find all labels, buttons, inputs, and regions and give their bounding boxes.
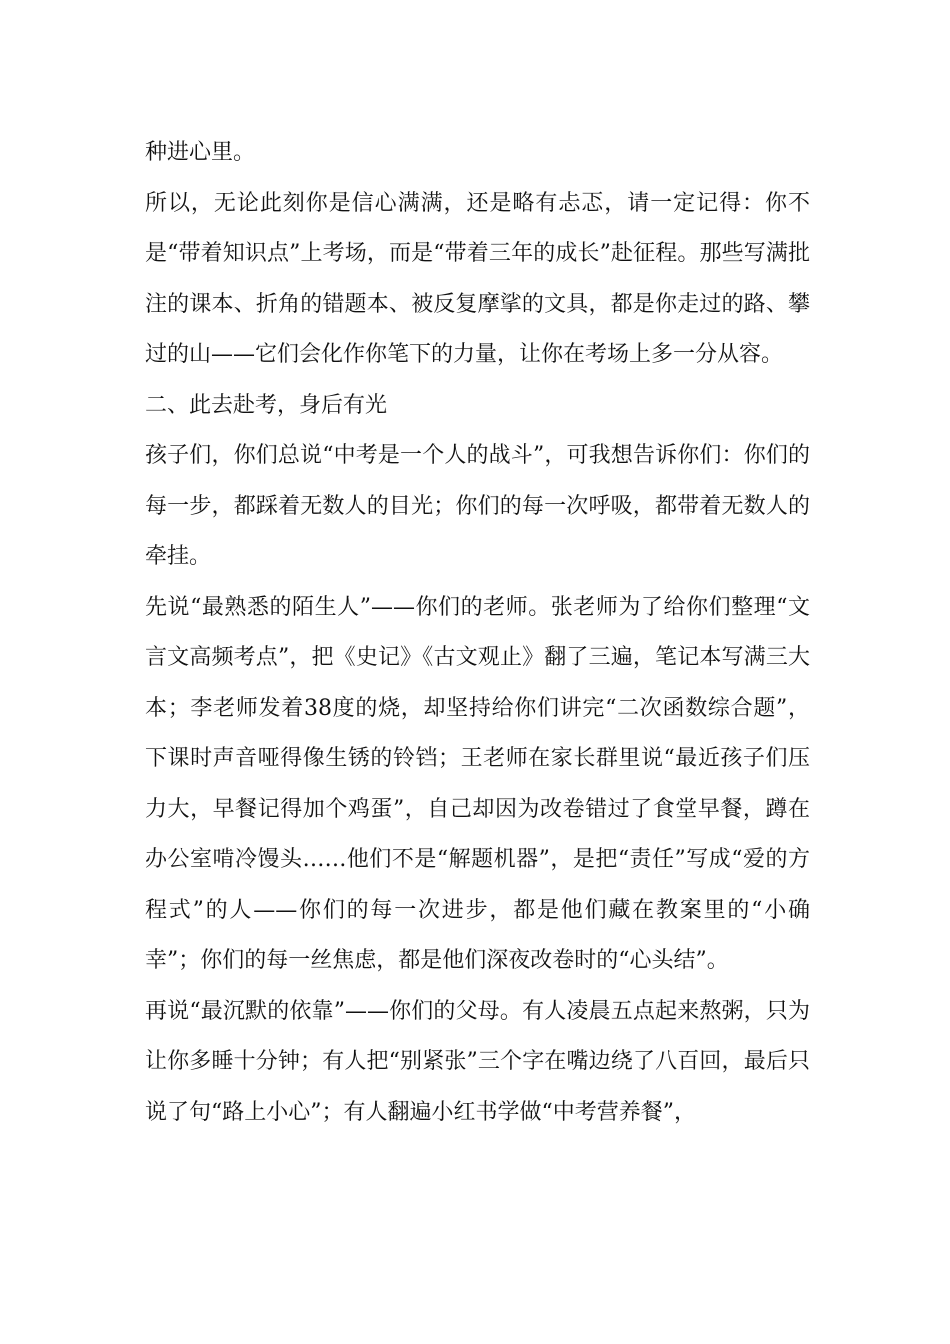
- paragraph-2: 所以，无论此刻你是信心满满，还是略有忐忑，请一定记得：你不是“带着知识点”上考场，而是“带着三年的成长”赴征程。那些写满批注的课本、折角的错题本、被反复摩挲的文具，都是你走过的路、攀过的山——它们会化作你笔下的力量，让你在考场上多一分从容。: [145, 190, 810, 367]
- document-page: [145, 128, 810, 1138]
- paragraph-1: 种进心里。: [145, 140, 256, 165]
- section-heading: 二、此去赴考，身后有光: [145, 392, 388, 418]
- paragraph-3: 孩子们，你们总说“中考是一个人的战斗”，可我想告诉你们：你们的每一步，都踩着无数人的目光；你们的每一次呼吸，都带着无数人的牵挂。: [145, 443, 810, 569]
- paragraph-4: 先说“最熟悉的陌生人”——你们的老师。张老师为了给你们整理“文言文高频考点”，把《史记》《古文观止》翻了三遍，笔记本写满三大本；李老师发着38度的烧，却坚持给你们讲完“二次函数综合题”，下课时声音哑得像生锈的铃铛；王老师在家长群里说“最近孩子们压力大，早餐记得加个鸡蛋”，自己却因为改卷错过了食堂早餐，蹲在办公室啃冷馒头……他们不是“解题机器”，是把“责任”写成“爱的方程式”的人——你们的每一次进步，都是他们藏在教案里的“小确幸”；你们的每一丝焦虑，都是他们深夜改卷时的“心头结”。: [145, 594, 810, 973]
- paragraph-5: 再说“最沉默的依靠”——你们的父母。有人凌晨五点起来熬粥，只为让你多睡十分钟；有人把“别紧张”三个字在嘴边绕了八百回，最后只说了句“路上小心”；有人翻遍小红书学做“中考营养餐”，: [145, 998, 810, 1125]
